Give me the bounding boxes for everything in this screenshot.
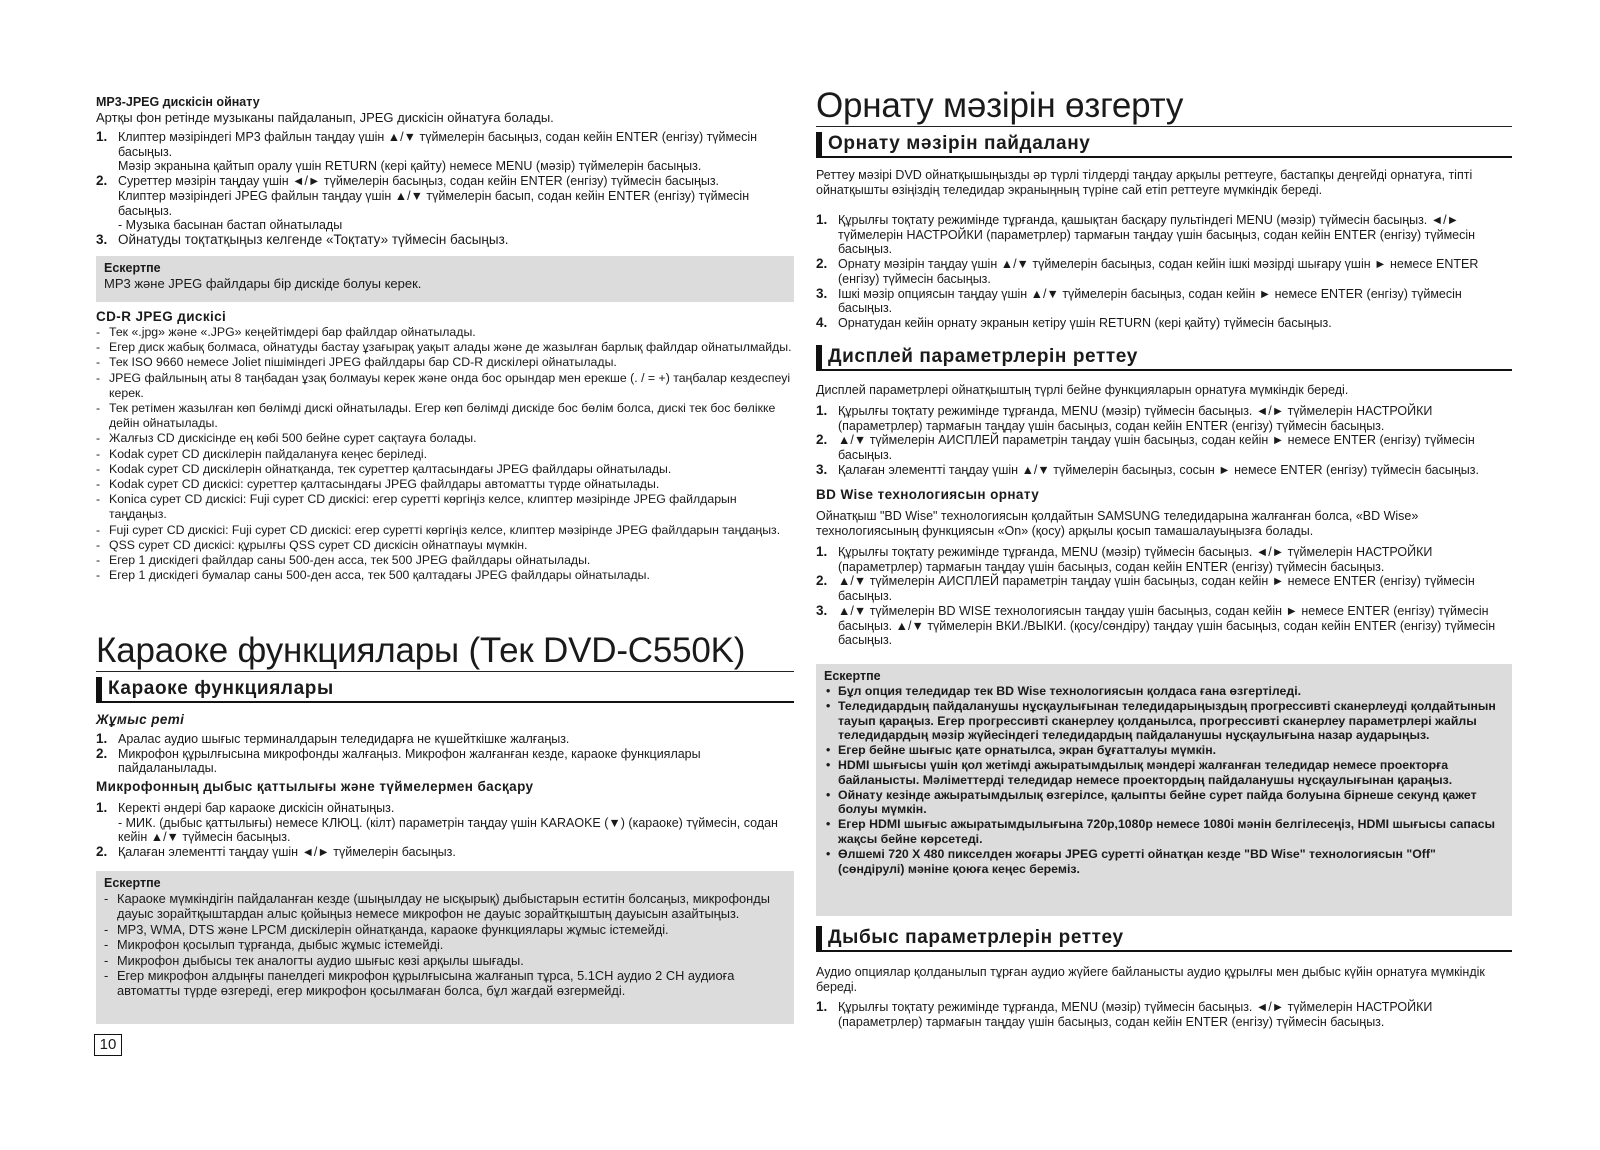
list-item: 1. Аралас аудио шығыс терминалдарын теледидарға не күшейткішке жалғаңыз. — [96, 731, 570, 746]
setup-change-title: Орнату мәзірін өзгерту — [816, 86, 1512, 127]
mp3-jpeg-steps — [96, 130, 794, 248]
list-item: - Konica сурет CD дискісі: Fuji сурет CD дискісі: егер суретті көргіңіз келсе, клиптер мәзірінде JPEG файлдарын таңдаңыз. — [96, 492, 794, 522]
list-item: 1. Құрылғы тоқтату режимінде тұрғанда, қашықтан басқару пультіндегі MENU (мәзір) түймесін басыңыз. ◄/► түймелерін НАСТРОЙКИ (параметрлер) тармағын таңдау үшін басыңыз, содан кейін ENTER (енгізу) түймесін басыңыз. — [816, 212, 1476, 257]
list-item: 3. Қалаған элементті таңдау үшін ▲/▼ түймелерін басыңыз, сосын ► немесе ENTER (енгізу) түймесін басыңыз. — [816, 461, 1479, 477]
work-steps — [96, 732, 794, 776]
mp3-jpeg-heading: MP3-JPEG дискісін ойнату — [96, 95, 260, 109]
list-item: • Ойнату кезінде ажыратымдылық өзгерілсе, қалыпты бейне сурет пайда болуына бірнеше секунд қажет болуы мүмкін. — [824, 788, 1504, 818]
bdwise-heading: BD Wise технологиясын орнату — [816, 487, 1040, 502]
note-text: MP3 және JPEG файлдары бір дискіде болуы керек. — [104, 276, 422, 291]
list-item: - Fuji сурет CD дискісі: Fuji сурет CD дискісі: егер суретті көргіңіз келсе, клиптер мәзірінде JPEG файлдарын таңдаңыз. — [96, 523, 794, 538]
list-item: • Егер HDMI шығыс ажыратымдылығына 720p,1080p немесе 1080i мәнін белгілесеңіз, HDMI шығысы сапасы жақсы бейне көрсетеді. — [824, 817, 1504, 847]
work-heading: Жұмыс реті — [96, 712, 185, 727]
list-item: 2. ▲/▼ түймелерін АИСПЛЕЙ параметрін таңдау үшін басыңыз, содан кейін ► немесе ENTER (енгізу) түймесін басыңыз. — [816, 432, 1475, 463]
list-item: 2. Қалаған элементті таңдау үшін ◄/► түймелерін басыңыз. — [96, 844, 456, 860]
list-item: - Егер микрофон алдыңғы панелдегі микрофон құрылғысына жалғанып тұрса, 5.1CH аудио 2 CH аудиоға автоматты түрде өзгереді, егер микрофон қосылмаған болса, бұл жағдай өзгермейді. — [104, 968, 786, 999]
note-title: Ескертпе — [104, 261, 161, 275]
list-item: • Бұл опция теледидар тек BD Wise технологиясын қолдаса ғана өзгертіледі. — [824, 684, 1504, 699]
list-item: 1. Керекті әндері бар караоке дискісін ойнатыңыз. - МИК. (дыбыс қаттылығы) немесе КЛЮЦ. (кілт) параметрін таңдау үшін KARAOKE (▼) (караоке) түймесін, содан кейін ▲/▼ түймесін басыңыз. — [96, 800, 778, 845]
karaoke-title: Караоке функциялары (Тек DVD-C550K) — [96, 631, 794, 672]
audio-intro: Аудио опциялар қолданылып тұрған аудио жүйеге байланысты аудио құрылғы мен дыбыс күйін орнатуға мүмкіндік береді. — [816, 965, 1485, 994]
karaoke-section-heading: Караоке функциялары — [96, 677, 794, 703]
list-item: - Тек ретімен жазылған көп бөлімді дискі ойнатылады. Егер көп бөлімді дискіде бос бөлім болса, дискі тек бос бөлікке дейін ойнатылады. — [96, 401, 794, 431]
display-intro: Дисплей параметрлері ойнатқыштың түрлі бейне функцияларын орнатуға мүмкіндік береді. — [816, 383, 1349, 397]
list-item: - MP3, WMA, DTS және LPCM дискілерін ойнатқанда, караоке функциялары жұмыс істемейді. — [104, 922, 786, 937]
list-item: • HDMI шығысы үшін қол жетімді ажыратымдылық мәндері жалғанған теледидар немесе проекторға байланысты. Мәліметтерді теледидар немесе проектордың пайдаланушы нұсқаулығынан қараңыз. — [824, 758, 1504, 788]
list-item: 1. Клиптер мәзіріндегі MP3 файлын таңдау үшін ▲/▼ түймелерін басыңыз, содан кейін ENTER (енгізу) түймесін басыңыз. Мәзір экранына қайтып оралу үшін RETURN (кері қайту) немесе MENU (мәзір) түймелерін басыңыз. — [96, 129, 758, 174]
list-item: 2. Орнату мәзірін таңдау үшін ▲/▼ түймелерін басыңыз, содан кейін ішкі мәзірді шығару үшін ► немесе ENTER (енгізу) түймесін басыңыз. — [816, 256, 1479, 286]
mp3-note — [96, 256, 794, 302]
list-item: • Өлшемі 720 X 480 пикселден жоғары JPEG суретті ойнатқан кезде "BD Wise" технологиясын "Off" (сөндірулі) мәніне қоюға кеңес береміз. — [824, 847, 1504, 877]
karaoke-note — [96, 871, 794, 1024]
note-title: Ескертпе — [104, 876, 161, 890]
list-item: - Тек «.jpg» және «.JPG» кеңейтімдері бар файлдар ойнатылады. — [96, 325, 794, 340]
list-item: - Микрофон қосылып тұрғанда, дыбыс жұмыс істемейді. — [104, 937, 786, 952]
list-item: 1. Құрылғы тоқтату режимінде тұрғанда, MENU (мәзір) түймесін басыңыз. ◄/► түймелерін НАСТРОЙКИ (параметрлер) тармағын таңдау үшін басыңыз, содан кейін ENTER (енгізу) түймесін басыңыз. — [816, 403, 1433, 433]
setup-section-heading: Орнату мәзірін пайдалану — [816, 132, 1512, 158]
mic-steps — [96, 801, 794, 860]
list-item: 2. Суреттер мәзірін таңдау үшін ◄/► түймелерін басыңыз, содан кейін ENTER (енгізу) түймесін басыңыз. Клиптер мәзіріндегі JPEG файлын таңдау үшін ▲/▼ түймелерін басып, содан кейін ENTER (енгізу) түймесін басыңыз. - Музыка басынан бастап ойнатылады — [96, 173, 750, 233]
setup-intro: Реттеу мәзірі DVD ойнатқышыңызды әр түрлі тілдерді таңдау арқылы реттеуге, бастапқы деңгейді орнатуға, тіпті ойнатқышты өзіңіздің теледидар экраныңның түріне сай етіп реттеуге мүмкіндік береді. — [816, 168, 1473, 197]
list-item: 1. Құрылғы тоқтату режимінде тұрғанда, MENU (мәзір) түймесін басыңыз. ◄/► түймелерін НАСТРОЙКИ (параметрлер) тармағын таңдау үшін басыңыз, содан кейін ENTER (енгізу) түймесін басыңыз. — [816, 544, 1433, 574]
list-item: 3. ▲/▼ түймелерін BD WISE технологиясын таңдау үшін басыңыз, содан кейін ► немесе ENTER (енгізу) түймесін басыңыз. ▲/▼ түймелерін ВКИ./ВЫКИ. (қосу/сөндіру) таңдау үшін басыңыз, содан кейін ENTER (енгізу) түймесін басыңыз. — [816, 602, 1496, 648]
list-item: - Kodak сурет CD дискілерін пайдалануға кеңес беріледі. — [96, 447, 794, 462]
cdr-heading: CD-R JPEG дискісі — [96, 309, 227, 324]
list-item: - Жалғыз CD дискісінде ең көбі 500 бейне сурет сақтауға болады. — [96, 431, 794, 446]
list-item: - Kodak сурет CD дискісі: суреттер қалтасындағы JPEG файлдары автоматты түрде ойнатылады. — [96, 477, 794, 492]
note-list — [104, 891, 786, 999]
list-item: - Егер диск жабық болмаса, ойнатуды бастау ұзағырақ уақыт алады және де жазылған барлық файлдар ойнатылмайды. — [96, 340, 794, 355]
list-item: 3. Ішкі мәзір опциясын таңдау үшін ▲/▼ түймелерін басыңыз, содан кейін ► немесе ENTER (енгізу) түймесін басыңыз. — [816, 285, 1462, 316]
mp3-jpeg-intro: Артқы фон ретінде музыканы пайдаланып, JPEG дискісін ойнатуға болады. — [96, 110, 554, 125]
list-item: - JPEG файлының аты 8 таңбадан ұзақ болмауы керек және онда бос орындар мен ерекше (. / = +) таңбалар кездеспеуі керек. — [96, 371, 794, 401]
audio-steps — [816, 1000, 1512, 1029]
list-item: - QSS сурет CD дискісі: құрылғы QSS сурет CD дискісін ойнатпауы мүмкін. — [96, 538, 794, 553]
list-item: - Kodak сурет CD дискілерін ойнатқанда, тек суреттер қалтасындағы JPEG файлдары ойнатылады. — [96, 462, 794, 477]
cdr-list — [96, 325, 794, 583]
list-item: - Тек ISO 9660 немесе Joliet пішіміндегі JPEG файлдары бар CD-R дискілері ойнатылады. — [96, 355, 794, 370]
list-item: 2. ▲/▼ түймелерін АИСПЛЕЙ параметрін таңдау үшін басыңыз, содан кейін ► немесе ENTER (енгізу) түймесін басыңыз. — [816, 573, 1475, 604]
setup-steps — [816, 213, 1512, 331]
list-item: - Караоке мүмкіндігін пайдаланған кезде (шыңылдау не ысқырық) дыбыстарын еститін болсаңыз, микрофонды дауыс зорайтқыштардан алыс қойыңыз немесе микрофон не дауыс зорайтқыштың дауысын азайтыңыз. — [104, 891, 786, 922]
list-item: - Микрофон дыбысы тек аналогты аудио шығыс көзі арқылы шығады. — [104, 953, 786, 968]
list-item: - Егер 1 дискідегі файлдар саны 500-ден асса, тек 500 JPEG файлдары ойнатылады. — [96, 553, 794, 568]
list-item: • Теледидардың пайдаланушы нұсқаулығынан теледидарыңыздың прогрессивті сканерлеуді қолдайтынын тауып қараңыз. Егер прогрессивті сканерлеу қолданылса, прогрессивті сканерлеу параметрлері жайлы теледидардың мәзір жүйесіндегі теледидардың пайдаланушы нұсқаулығына назар аударыңыз. — [824, 699, 1504, 743]
list-item: 4. Орнатудан кейін орнату экранын кетіру үшін RETURN (кері қайту) түймесін басыңыз. — [816, 314, 1332, 330]
bdwise-intro: Ойнатқыш "BD Wise" технологиясын қолдайтын SAMSUNG теледидарына жалғанған болса, «BD Wise» технологиясының функциясын «On» (қосу) арқылы қосып тамашалауыңызға болады. — [816, 509, 1419, 538]
list-item: • Егер бейне шығыс қате орнатылса, экран бұғатталуы мүмкін. — [824, 743, 1504, 758]
audio-section-heading: Дыбыс параметрлерін реттеу — [816, 926, 1512, 952]
note-list — [824, 684, 1504, 876]
bdwise-note — [816, 664, 1512, 916]
bdwise-steps — [816, 545, 1512, 648]
display-steps — [816, 404, 1512, 478]
list-item: 2. Микрофон құрылғысына микрофонды жалғаңыз. Микрофон жалғанған кезде, караоке функциялары пайдаланылады. — [96, 745, 701, 776]
page-number: 10 — [94, 1034, 122, 1056]
mic-heading: Микрофонның дыбыс қаттылығы және түймелермен басқару — [96, 779, 534, 794]
note-title: Ескертпе — [824, 669, 881, 683]
list-item: - Егер 1 дискідегі бумалар саны 500-ден асса, тек 500 қалтадағы JPEG файлдары ойнатылады. — [96, 568, 794, 583]
list-item: 1. Құрылғы тоқтату режимінде тұрғанда, MENU (мәзір) түймесін басыңыз. ◄/► түймелерін НАСТРОЙКИ (параметрлер) тармағын таңдау үшін басыңыз, содан кейін ENTER (енгізу) түймесін басыңыз. — [816, 999, 1433, 1029]
display-section-heading: Дисплей параметрлерін реттеу — [816, 345, 1512, 371]
list-item: 3. Ойнатуды тоқтатқыңыз келгенде «Тоқтату» түймесін басыңыз. — [96, 231, 509, 247]
